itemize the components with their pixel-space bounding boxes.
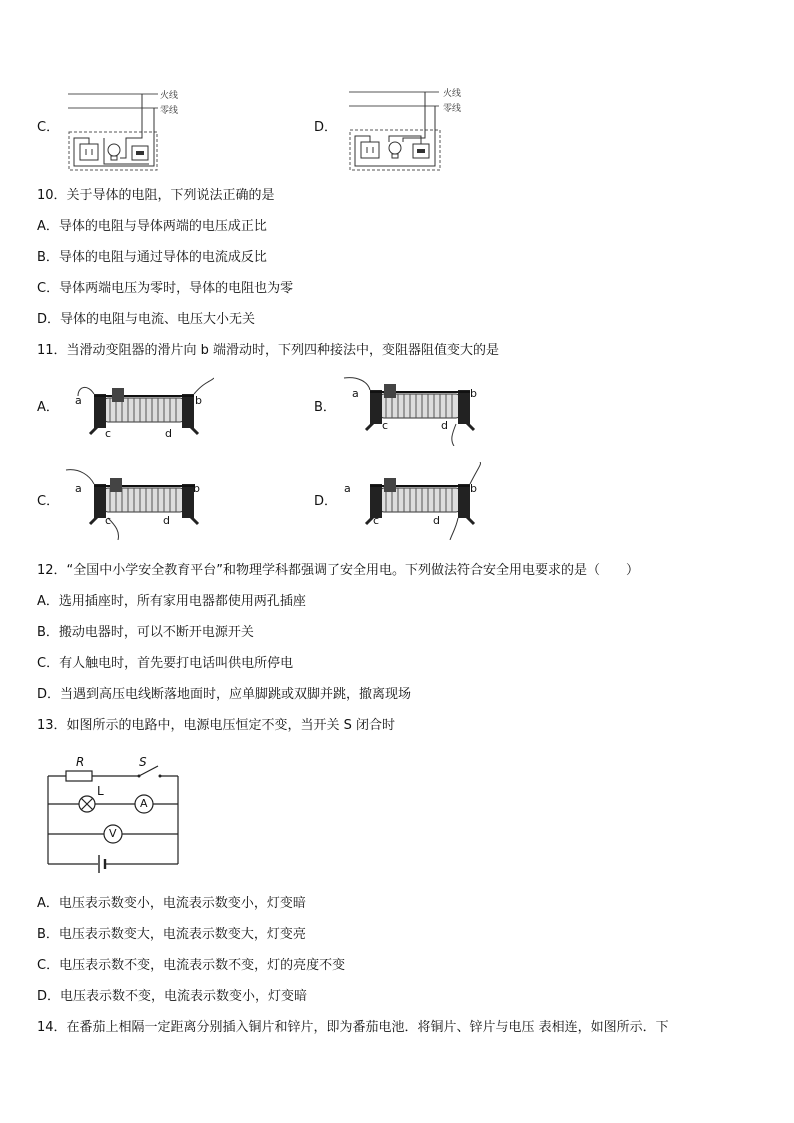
q9-c-live-wire-label: 火线 [160,91,179,101]
q9-option-c-label[interactable]: C． [37,120,60,135]
q11-a-terminal-c: c [105,427,112,440]
q12-option-c[interactable]: C．有人触电时，首先要打电话叫供电所停电 [37,656,294,671]
q12-stem: 12．“全国中小学安全教育平台”和物理学科都强调了安全用电。下列做法符合安全用电要求的是（ ） [37,563,640,578]
q11-b-terminal-a: a [352,387,359,400]
q12-option-b[interactable]: B．搬动电器时，可以不断开电源开关 [37,625,254,640]
q9-c-neutral-wire-label: 零线 [160,106,179,116]
q11-c-terminal-a: a [75,482,82,495]
q12-option-a[interactable]: A．选用插座时，所有家用电器都使用两孔插座 [37,594,306,609]
q11-a-terminal-a: a [75,394,82,407]
q11-d-terminal-c: c [373,514,380,527]
q9-option-d-figure [345,86,445,174]
q11-option-d-rheostat [340,462,490,540]
q11-a-terminal-d: d [165,427,172,440]
q11-stem: 11．当滑动变阻器的滑片向 b 端滑动时，下列四种接法中，变阻器阻值变大的是 [37,343,500,358]
q10-option-b[interactable]: B．导体的电阻与通过导体的电流成反比 [37,250,267,265]
q11-option-a-label[interactable]: A． [37,400,59,415]
q14-stem: 14．在番茄上相隔一定距离分别插入铜片和锌片，即为番茄电池．将铜片、锌片与电压 表相连，如图所示．下 [37,1020,669,1035]
q10-option-d[interactable]: D．导体的电阻与电流、电压大小无关 [37,312,256,327]
q10-option-a[interactable]: A．导体的电阻与导体两端的电压成正比 [37,219,267,234]
q11-b-terminal-d: d [441,419,448,432]
q13-option-d[interactable]: D．电压表示数不变，电流表示数变小，灯变暗 [37,989,308,1004]
q11-a-terminal-b: b [195,394,202,407]
q11-option-d-label[interactable]: D． [314,494,338,509]
q11-d-terminal-a: a [344,482,351,495]
q13-option-c[interactable]: C．电压表示数不变，电流表示数不变，灯的亮度不变 [37,958,346,973]
q13-option-a[interactable]: A．电压表示数变小，电流表示数变小，灯变暗 [37,896,306,911]
q11-b-terminal-b: b [470,387,477,400]
q9-option-c-figure [64,88,164,174]
q11-option-b-label[interactable]: B． [314,400,336,415]
q13-ammeter-label: A [140,797,148,810]
q12-option-d[interactable]: D．当遇到高压电线断落地面时，应单脚跳或双脚并跳，撤离现场 [37,687,412,702]
q13-switch-label: S [139,755,147,769]
q11-c-terminal-b: b [193,482,200,495]
q9-d-live-wire-label: 火线 [443,89,462,99]
q9-option-d-label[interactable]: D． [314,120,338,135]
q9-d-neutral-wire-label: 零线 [443,104,462,114]
q13-option-b[interactable]: B．电压表示数变大，电流表示数变大，灯变亮 [37,927,306,942]
q11-d-terminal-b: b [470,482,477,495]
q11-option-c-label[interactable]: C． [37,494,60,509]
q10-stem: 10．关于导体的电阻，下列说法正确的是 [37,188,275,203]
q13-stem: 13．如图所示的电路中，电源电压恒定不变，当开关 S 闭合时 [37,718,396,733]
q11-d-terminal-d: d [433,514,440,527]
q13-lamp-label: L [97,784,104,798]
q13-circuit-diagram [40,754,190,874]
q11-c-terminal-c: c [105,514,112,527]
q11-option-b-rheostat [340,374,490,446]
q13-voltmeter-label: V [109,827,117,840]
q11-option-a-rheostat [64,376,214,446]
q11-c-terminal-d: d [163,514,170,527]
q11-option-c-rheostat [64,468,214,540]
q13-resistor-label: R [76,755,85,769]
q11-b-terminal-c: c [382,419,389,432]
q10-option-c[interactable]: C．导体两端电压为零时，导体的电阻也为零 [37,281,294,296]
